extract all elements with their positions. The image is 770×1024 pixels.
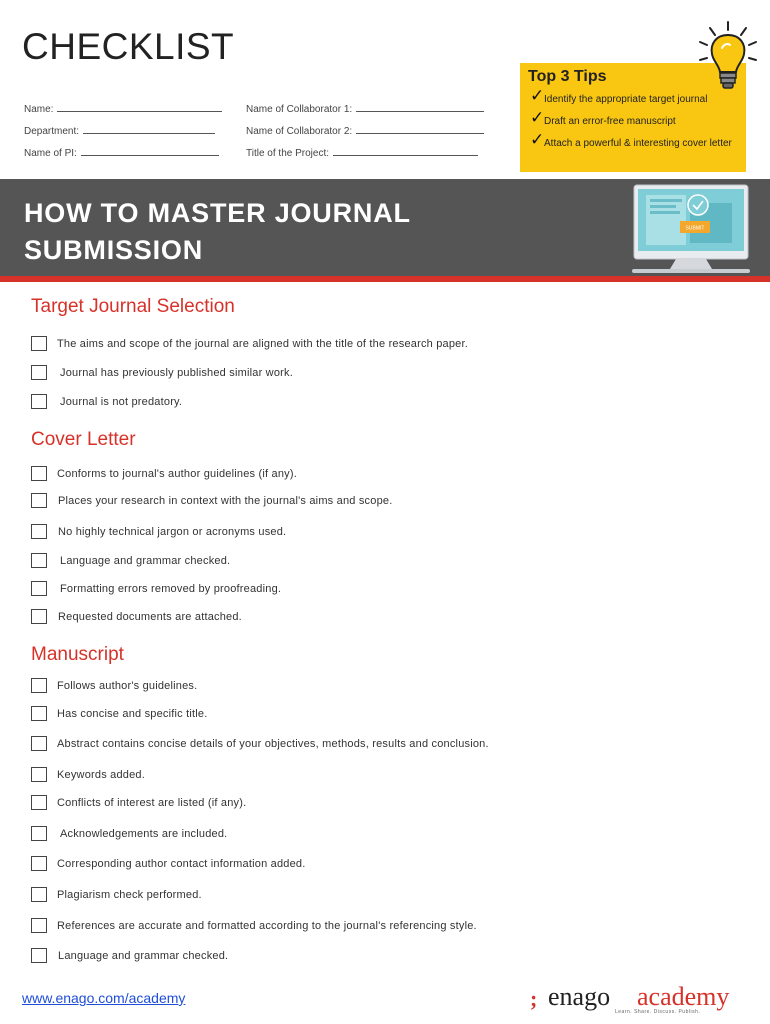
checkbox[interactable]: [31, 736, 47, 751]
section-title-cover-letter: Cover Letter: [31, 429, 136, 450]
checklist-item-label: Conforms to journal's author guidelines (if any).: [57, 468, 297, 480]
checklist-item-label: Corresponding author contact information added.: [57, 858, 306, 870]
checklist-item-label: Formatting errors removed by proofreading.: [60, 583, 282, 595]
submit-label: SUBMIT: [685, 225, 705, 232]
tip-item: [530, 108, 742, 127]
collaborator2-field: [246, 125, 484, 137]
checkbox[interactable]: [31, 553, 47, 568]
checklist-item-label: Requested documents are attached.: [58, 611, 242, 623]
checkbox[interactable]: [31, 365, 47, 380]
checkbox[interactable]: [31, 394, 47, 409]
check-icon: ✓: [530, 108, 545, 127]
banner-title: HOW TO MASTER JOURNAL SUBMISSION: [24, 198, 411, 265]
collaborator1-label: Name of Collaborator 1:: [246, 104, 353, 115]
website-link[interactable]: www.enago.com/academy: [22, 990, 186, 1006]
pi-line[interactable]: [81, 147, 219, 156]
check-icon: ✓: [530, 130, 545, 149]
title-banner: [0, 179, 770, 276]
tip-item: [530, 130, 742, 149]
monitor-icon: [628, 183, 754, 275]
checklist-item-label: Language and grammar checked.: [60, 555, 231, 567]
checkbox[interactable]: [31, 767, 47, 782]
checklist-item-label: The aims and scope of the journal are aligned with the title of the research paper.: [57, 338, 469, 350]
checklist-item-label: Conflicts of interest are listed (if any).: [57, 797, 247, 809]
checklist-item-label: Places your research in context with the journal's aims and scope.: [58, 495, 393, 507]
banner-accent-stripe: [0, 276, 770, 282]
department-line[interactable]: [83, 125, 215, 134]
collaborator2-label: Name of Collaborator 2:: [246, 126, 353, 137]
collaborator1-line[interactable]: [356, 103, 484, 112]
pi-label: Name of PI:: [24, 148, 77, 159]
tip-text: Identify the appropriate target journal: [544, 94, 708, 105]
logo-tagline: Learn. Share. Discuss. Publish.: [615, 1009, 701, 1015]
logo-enago-text: enago: [548, 982, 611, 1011]
checkbox[interactable]: [31, 609, 47, 624]
checklist-item-label: Acknowledgements are included.: [60, 828, 228, 840]
checkbox[interactable]: [31, 918, 47, 933]
section-title-manuscript: Manuscript: [31, 644, 124, 665]
logo-mark: ;: [530, 986, 538, 1011]
checkbox[interactable]: [31, 887, 47, 902]
collaborator2-line[interactable]: [356, 125, 484, 134]
checkbox[interactable]: [31, 706, 47, 721]
checklist-item-label: Has concise and specific title.: [57, 708, 208, 720]
page-title: CHECKLIST: [22, 26, 235, 67]
department-field: [24, 125, 215, 137]
check-icon: ✓: [530, 86, 545, 105]
checklist-item-label: References are accurate and formatted according to the journal's referencing style.: [57, 920, 477, 932]
section-title-target-journal: Target Journal Selection: [31, 296, 235, 317]
name-field: [24, 103, 222, 115]
enago-academy-logo: [530, 982, 755, 1016]
pi-field: [24, 147, 219, 159]
checkbox[interactable]: [31, 336, 47, 351]
checkbox[interactable]: [31, 678, 47, 693]
name-label: Name:: [24, 104, 54, 115]
checkbox[interactable]: [31, 581, 47, 596]
checklist-item-label: Journal is not predatory.: [60, 396, 183, 408]
project-field: [246, 147, 478, 159]
checklist-item-label: Plagiarism check performed.: [57, 889, 202, 901]
name-line[interactable]: [57, 103, 222, 112]
project-label: Title of the Project:: [246, 148, 329, 159]
tips-title: Top 3 Tips: [528, 68, 607, 85]
checklist-item-label: Follows author's guidelines.: [57, 680, 198, 692]
collaborator1-field: [246, 103, 484, 115]
checkbox[interactable]: [31, 856, 47, 871]
project-line[interactable]: [333, 147, 478, 156]
checklist-item-label: Abstract contains concise details of your objectives, methods, results and conclusion.: [57, 738, 489, 750]
checklist-item-label: Journal has previously published similar work.: [60, 367, 293, 379]
checkbox[interactable]: [31, 524, 47, 539]
tip-text: Attach a powerful & interesting cover letter: [544, 138, 732, 149]
tip-text: Draft an error-free manuscript: [544, 116, 676, 127]
checkbox[interactable]: [31, 795, 47, 810]
checklist-item-label: Language and grammar checked.: [58, 950, 229, 962]
checkbox[interactable]: [31, 948, 47, 963]
checkbox[interactable]: [31, 466, 47, 481]
department-label: Department:: [24, 126, 80, 137]
checkbox[interactable]: [31, 826, 47, 841]
checkbox[interactable]: [31, 493, 47, 508]
logo-academy-text: academy: [637, 982, 730, 1011]
checklist-item-label: Keywords added.: [57, 769, 145, 781]
light-bulb-icon: [690, 18, 760, 96]
checklist-item-label: No highly technical jargon or acronyms used.: [58, 526, 287, 538]
